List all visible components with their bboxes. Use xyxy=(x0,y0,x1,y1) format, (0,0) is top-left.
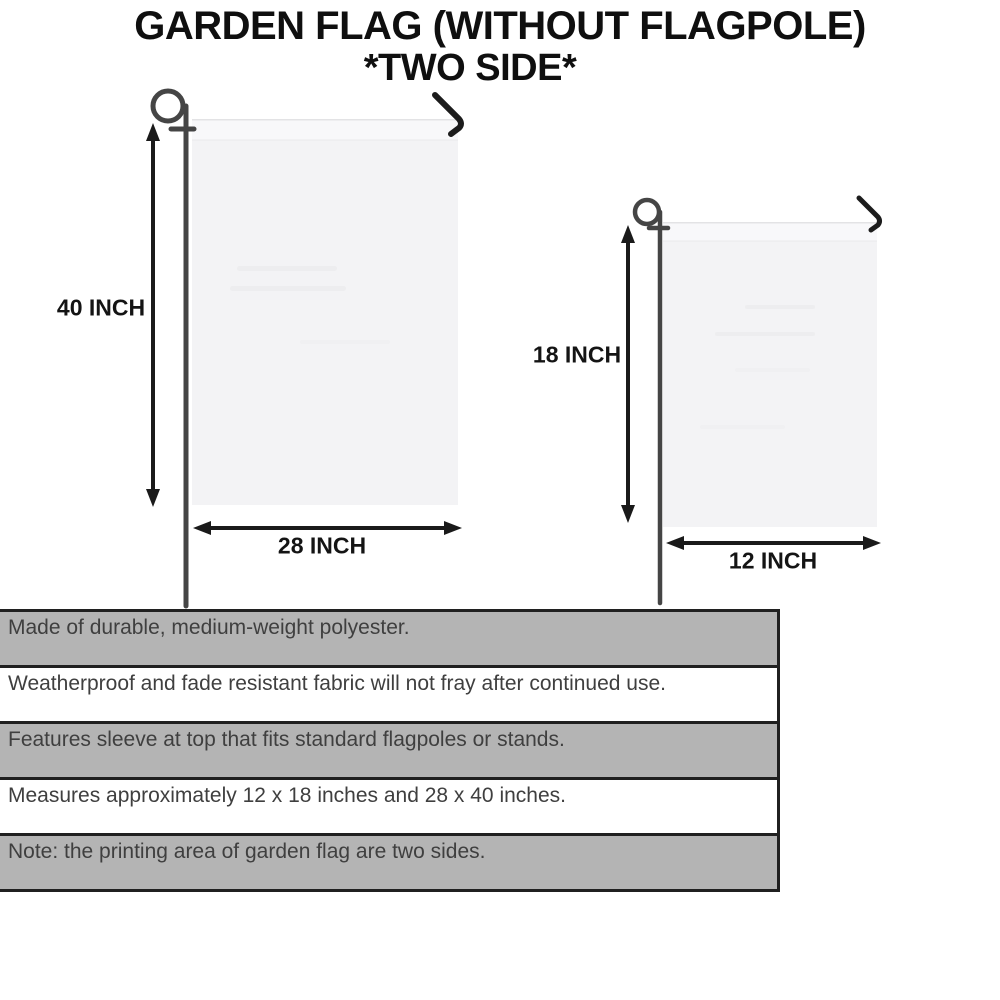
large-flagpole xyxy=(153,91,194,606)
spec-row-material xyxy=(0,609,777,665)
small-pole-loop xyxy=(635,200,659,224)
large-flag xyxy=(192,119,458,505)
spec-row-text: Measures approximately 12 x 18 inches and 28 x 40 inches. xyxy=(8,784,566,807)
large-flag-wrinkle xyxy=(237,266,337,271)
title-line-2: *TWO SIDE* xyxy=(363,47,577,89)
spec-table xyxy=(0,609,780,892)
small-flag-sleeve xyxy=(663,222,877,241)
large-flag-width-label: 28 INCH xyxy=(277,532,367,559)
large-flag-height-label: 40 INCH xyxy=(56,294,146,321)
small-flag-width-label: 12 INCH xyxy=(728,547,818,574)
large-flag-wrinkle xyxy=(230,286,346,291)
small-flag-wrinkle xyxy=(745,305,815,309)
small-flag-fabric xyxy=(663,222,877,527)
large-height-arrow xyxy=(146,123,160,507)
small-flag-height-label: 18 INCH xyxy=(532,341,622,368)
title-line-1: GARDEN FLAG (WITHOUT FLAGPOLE) xyxy=(134,4,866,48)
spec-row-sleeve xyxy=(0,721,777,777)
spec-row-note xyxy=(0,833,777,892)
large-flag-sleeve xyxy=(192,119,458,140)
spec-row-measurements xyxy=(0,777,777,833)
large-flag-wrinkle xyxy=(300,340,390,344)
small-flag-wrinkle xyxy=(700,425,785,429)
small-flag xyxy=(663,222,877,527)
spec-row-text: Made of durable, medium-weight polyester. xyxy=(8,616,410,639)
spec-row-text: Note: the printing area of garden flag are two sides. xyxy=(8,840,486,863)
small-height-arrow xyxy=(621,225,635,523)
large-flag-fabric xyxy=(192,119,458,505)
large-pole-loop xyxy=(153,91,183,121)
spec-row-text: Weatherproof and fade resistant fabric will not fray after continued use. xyxy=(8,672,666,695)
small-flag-wrinkle xyxy=(735,368,810,372)
small-flag-wrinkle xyxy=(715,332,815,336)
spec-row-weatherproof xyxy=(0,665,777,721)
spec-row-text: Features sleeve at top that fits standard flagpoles or stands. xyxy=(8,728,565,751)
